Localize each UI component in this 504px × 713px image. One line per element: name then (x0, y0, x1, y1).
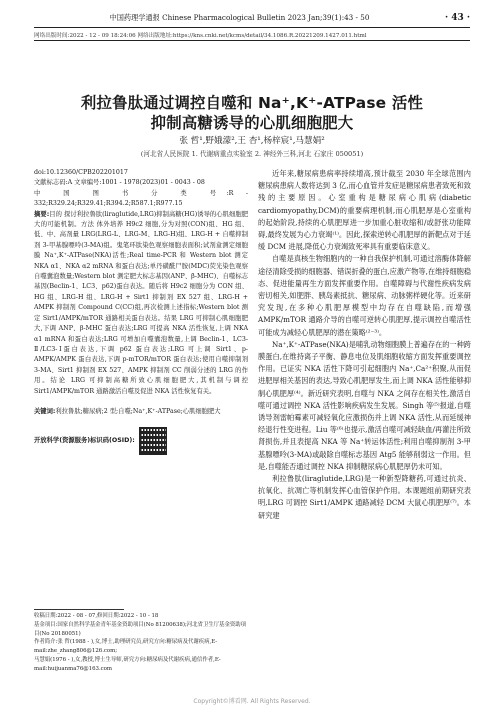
footnotes (34, 612, 248, 674)
abstract-column (34, 168, 248, 455)
keywords-text: 利拉鲁肽;糖尿病;2 型;自噬;Na⁺,K⁺-ATPase;心肌细胞肥大 (55, 407, 221, 415)
body-paragraph: 近年来,糖尿病患病率持续增高,预计截至 2030 年全球范围内糖尿病患病人数将达到 3 亿,而心血管并发症是糖尿病患者致死和致残的主要原因。心室重构是糖尿病心肌病(diabetic cardiomyopathy,DCM)的重要病理机制,而心肌肥厚是心室重构的起始阶段,持续的心肌肥厚进一步加重心脏收缩和/或舒张功能障碍,最终发展为心力衰竭⁽¹⁾。因此,探索逆转心肌肥厚的新靶点对于延缓 DCM 进展,降低心力衰竭致死率具有重要临床意义。 (258, 169, 471, 252)
abstract-text: 目的 探讨利拉鲁肽(liraglutide,LRG)抑制高糖(HG)诱导的心肌细胞肥大的可能机制。方法 体外培养 H9c2 细胞,分为对照(CON)组、HG 组、低、中、高剂量 LRG(LRG-L、LRG-M、LRG-H)组、LRG-H + 自噬抑制剂 3-甲基腺嘌呤(3-MA)组。鬼笔环肽染色观察细胞表面积;试剂盒测定细胞膜 Na⁺,K⁺-ATPase(NKA)活性;Real time-PCR 和 Western blot 测定 NKA α1、NKA α2 mRNA 和蛋白表达;单丹磺酰尸胺(MDC)荧光染色观察自噬囊泡数量;Western blot 测定肥大标志基因(ANP、β-MHC)、自噬标志基因(Beclin-1、LC3、p62)蛋白表达。随后将 H9c2 细胞分为 CON 组、HG 组、LRG-H 组、LRG-H + Sirt1 抑制剂 EX 527 组、LRG-H + AMPK 抑制剂 Compound C(CC)组,再次检测上述指标;Western blot 测定 Sirt1/AMPK/mTOR 通路相关蛋白表达。结果 LRG 可抑制心肌细胞肥大,下调 ANP、β-MHC 蛋白表达;LRG 可提高 NKA 活性恢复,上调 NKA α1 mRNA 和蛋白表达;LRG 可增加自噬囊泡数量,上调 Beclin-1、LC3-Ⅱ/LC3-Ⅰ蛋白表达,下调 p62 蛋白表达;LRG 可上调 Sirt1、p-AMPK/AMPK 蛋白表达,下调 p-mTOR/mTOR 蛋白表达;使用自噬抑制剂 3-MA、Sirt1 抑制剂 EX 527、AMPK 抑制剂 CC 削弱分述的 LRG 的作用。结论 LRG 可抑制高糖所致心肌细胞肥大,其机制与调控 Sirt1/AMPK/mTOR 通路激活自噬及促进 NKA 活性恢复有关。 (34, 210, 248, 395)
body-paragraph: 利拉鲁肽(liraglutide,LRG)是一种新型降糖药,可通过抗炎、抗氧化、抗凋亡等机制发挥心血管保护作用。本课题组前期研究表明,LRG 可调控 Sirt1/AMPK 通路减轻 DCM 大鼠心肌肥厚⁽⁷⁾。本研究建 (258, 474, 471, 520)
doi: doi:10.12360/CPB202201017 (34, 169, 128, 176)
keywords-label: 关键词: (34, 407, 56, 415)
osid-row (34, 427, 248, 455)
copyright-watermark: Copyright©博看网. All Rights Reserved. (193, 698, 311, 705)
clc-number: 中 国 图 书 分 类 号:R - 332;R329.24;R329.41;R394.2;R587.1;R977.15 (34, 189, 248, 208)
body-paragraph: Na⁺,K⁺-ATPase(NKA)是哺乳动物细胞膜上普遍存在的一种跨膜蛋白,在维持离子平衡、静息电位及肌细胞收缩方面发挥重要调控作用。已证实 NKA 活性下降可引起细胞内 Na⁺,Ca²⁺积聚,从而促进肥厚相关基因的表达,导致心肌肥厚发生,而上调 NKA 活性能够抑制心肌肥厚⁽⁴⁾。新近研究表明,自噬与 NKA 之间存在相关性,激活自噬可通过调控 NKA 活性影响疾病发生发展。Singh 等⁽⁵⁾报道,自噬诱导剂雷帕霉素可减轻氧化应激损伤并上调 NKA 活性,从而延缓神经退行性变进程。Liu 等⁽⁶⁾也提示,激活自噬可减轻缺血/再灌注所致肾损伤,并且表提高 NKA 等 Na⁺转运体活性;利用自噬抑制剂 3-甲基腺嘌呤(3-MA)或敲除自噬标志基因 Atg5 能够削弱这一作用。但是,自噬能否通过调控 NKA 抑制糖尿病心肌肥厚仍未可知。 (258, 339, 471, 471)
keywords (34, 407, 248, 417)
abstract (34, 210, 248, 397)
title-line-1: 利拉鲁肽通过调控自噬和 Na⁺,K⁺-ATPase 活性 (80, 94, 424, 112)
authors: 张 哲¹,野娥濛²,王 杏¹,杨梓宸¹,马慧娟² (179, 136, 325, 146)
qr-code-icon[interactable] (139, 427, 167, 455)
page-number: · 43 · (444, 13, 470, 23)
header-rule (34, 27, 470, 28)
journal-citation: 中国药理学通报 Chinese Pharmacological Bulletin 2023 Jan;39(1):43 - 50 (109, 13, 370, 22)
article-title (34, 93, 470, 133)
online-publication-info: 网络出版时间:2022 - 12 - 09 18:24:06 网络出版地址:https://kns.cnki.net/kcms/detail/34.1086.R.20221209.1427.011.html (34, 33, 367, 39)
title-line-2: 抑制高糖诱导的心肌细胞肥大 (150, 114, 354, 132)
pubinfo-rule (34, 40, 470, 41)
osid-label: 开放科学(资源服务)标识码(OSID): (34, 437, 135, 445)
body-paragraph: 自噬是真核生物细胞内的一种自我保护机制,可通过溶酶体降解途径清除受损的细胞器、错误折叠的蛋白,应激产物等,在维持细胞稳态、促进能量再生方面发挥重要作用。自噬障碍与代谢性疾病发病密切相关,如肥胖、胰岛素抵抗、糖尿病、动脉粥样硬化等。近来研究发现,在多种心肌肥厚模型中均存在自噬缺陷,而增强 AMPK/mTOR 通路介导的自噬可逆转心肌肥厚,提示调控自噬活性可能成为减轻心肌肥厚的潜在策略⁽²⁻³⁾。 (258, 254, 472, 337)
footnote-funding: 基金项目:国家自然科学基金青年基金资助项目(No 81200638);河北省卫生厅基金资助项目(No 20180051) (34, 621, 247, 637)
abstract-label: 摘要: (34, 210, 50, 218)
footnote-received: 收稿日期:2022 - 08 - 07,修回日期:2022 - 10 - 18 (34, 613, 159, 619)
footnote-rule (34, 609, 124, 610)
body-column (258, 168, 471, 522)
footnote-author-2: 马慧娟(1976 - ),女,教授,博士生导师,研究方向:糖尿病及代谢疾病,通信作者,E-mail:huijuanma76@163.com (34, 656, 221, 672)
footnote-author-1: 作者简介:张 哲(1988 - ),女,博士,助理研究员,研究方向:糖尿病及代谢疾病,E-mail:zhe_zhang806@126.com; (34, 639, 218, 655)
document-classification: 文献标志码:A 文章编号:1001 - 1978(2023)01 - 0043 - 08 (34, 179, 205, 187)
affiliation: (河北省人民医院 1. 代谢病重点实验室 2. 神经外三科,河北 石家庄 050051) (140, 150, 364, 158)
running-head (34, 10, 470, 26)
